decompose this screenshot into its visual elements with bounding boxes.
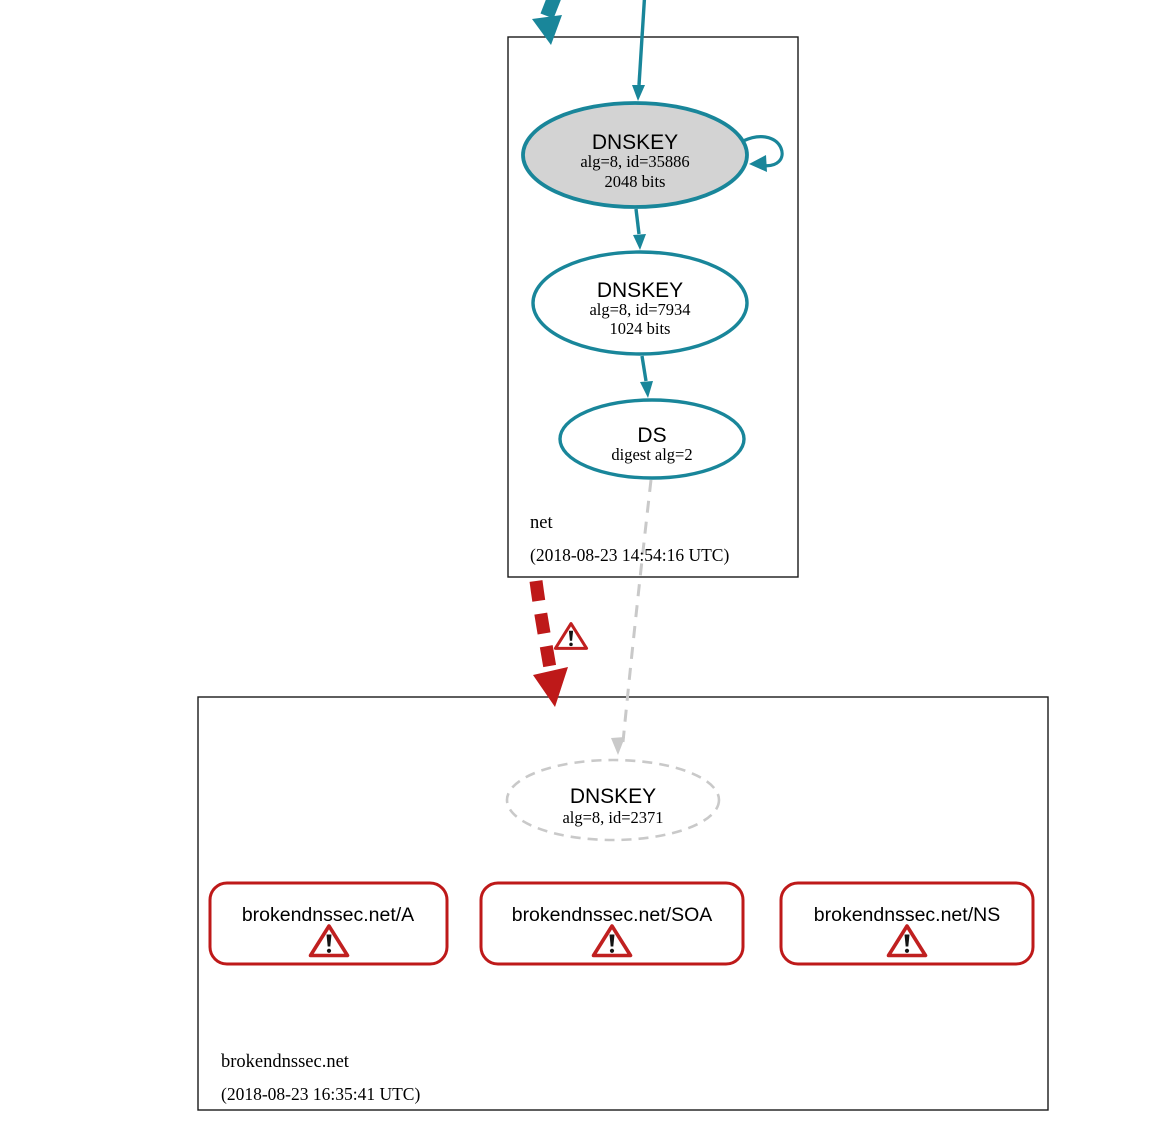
- zone-net-timestamp: (2018-08-23 14:54:16 UTC): [530, 545, 730, 565]
- zone-brokendnssec-label: brokendnssec.net: [221, 1052, 349, 1072]
- node-dnskey-zsk-title: DNSKEY: [596, 279, 684, 302]
- node-dnskey-missing-params: alg=8, id=2371: [562, 808, 664, 827]
- node-dnskey-ksk-size: 2048 bits: [604, 172, 666, 191]
- node-dnskey-missing-title: DNSKEY: [569, 785, 657, 808]
- node-dnskey-zsk-size: 1024 bits: [609, 319, 671, 338]
- rrset-soa-label: brokendnssec.net/SOA: [511, 904, 713, 926]
- node-dnskey-ksk-title: DNSKEY: [591, 131, 679, 154]
- zone-brokendnssec-timestamp: (2018-08-23 16:35:41 UTC): [221, 1084, 421, 1104]
- node-dnskey-zsk: [533, 252, 747, 354]
- rrset-ns-label: brokendnssec.net/NS: [813, 904, 1001, 926]
- warning-icon: [555, 624, 586, 649]
- node-ds-params: digest alg=2: [611, 445, 693, 464]
- rrset-a-label: brokendnssec.net/A: [241, 904, 415, 926]
- node-rrset-soa: [481, 883, 743, 964]
- node-rrset-ns: [781, 883, 1033, 964]
- node-rrset-a: [210, 883, 447, 964]
- node-ds: [560, 400, 744, 478]
- zone-net-label: net: [530, 513, 553, 533]
- node-dnskey-missing: [507, 760, 719, 840]
- node-dnskey-ksk: [523, 103, 747, 207]
- node-dnskey-ksk-params: alg=8, id=35886: [580, 152, 690, 171]
- node-dnskey-zsk-params: alg=8, id=7934: [589, 300, 691, 319]
- node-ds-title: DS: [637, 424, 667, 447]
